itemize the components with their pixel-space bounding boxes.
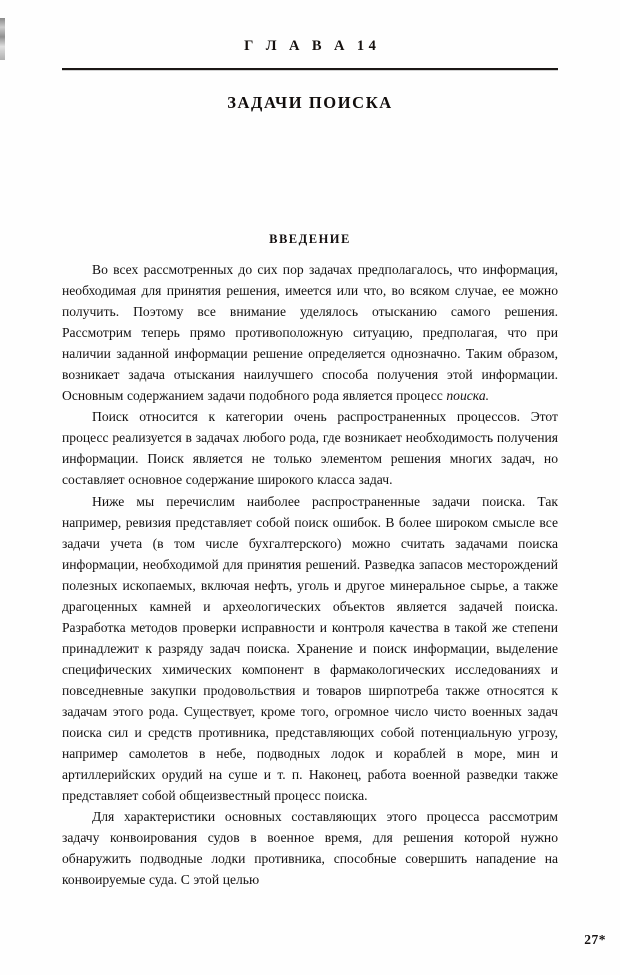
paragraph-1 [62, 259, 558, 406]
scan-edge-artifact [0, 18, 5, 60]
body-text [62, 259, 558, 890]
paragraph-1-italic-term: поиска. [446, 388, 490, 404]
paragraph-2: Поиск относится к категории очень распространенных процессов. Этот процесс реализуется в задачах любого рода, где возникает необходимость получения информации. Поиск является не только элементом решения многих задач, но составляет основное содержание широкого класса задач. [62, 409, 558, 488]
paragraph-3: Ниже мы перечислим наиболее распространенные задачи поиска. Так например, ревизия представляет собой поиск ошибок. В более широком смысле все задачи учета (в том числе бухгалтерского) можно считать задачами поиска информации, необходимой для принятия решений. Разведка запасов месторождений полезных ископаемых, включая нефть, уголь и другое минеральное сырье, а также драгоценных камней и археологических объектов является задачей поиска. Разработка методов проверки исправности и контроля качества в такой же степени принадлежит к разряду задач поиска. Хранение и поиск информации, выделение специфических химических компонент в фармакологических исследованиях и повседневные закупки продовольствия и товаров ширпотреба также относятся к задачам этого рода. Существует, кроме того, огромное число чисто военных задач поиска сил и средств противника, представляющих собой потенциальную угрозу, например самолетов в небе, подводных лодок и кораблей в море, мин и артиллерийских орудий на суше и т. п. Наконец, работа военной разведки также представляет собой общеизвестный процесс поиска. [62, 493, 558, 804]
page-content-column [62, 0, 558, 975]
paragraph-4: Для характеристики основных составляющих этого процесса рассмотрим задачу конвоирования судов в военное время, для решения которой нужно обнаружить подводные лодки противника, способные совершить нападение на конвоируемые суда. С этой целью [62, 809, 558, 888]
header-divider-rule [62, 68, 558, 70]
chapter-number-label: Г Л А В А 14 [244, 38, 381, 54]
chapter-title: ЗАДАЧИ ПОИСКА [227, 93, 393, 112]
section-title-introduction: ВВЕДЕНИЕ [269, 232, 351, 246]
paragraph-1-lead-text: Во всех рассмотренных до сих пор задачах предполагалось, что информация, необходимая для принятия решения, имеется или что, во всяком случае, ее можно получить. Поэтому все внимание уделялось отысканию самого решения. Рассмотрим теперь прямо противоположную ситуацию, предполагая, что при наличии заданной информации решение определяется однозначно. Таким образом, возникает задача отыскания наилучшего способа получения этой информации. Основным содержанием задачи подобного рода является процесс [62, 262, 558, 404]
page-signature-mark: 27* [584, 932, 606, 947]
